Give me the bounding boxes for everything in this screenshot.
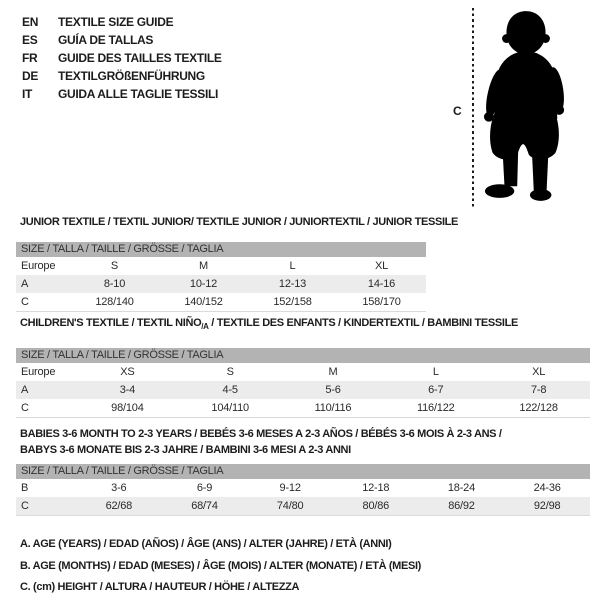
babies-title-line2: BABYS 3-6 MONATE BIS 2-3 JAHRE / BAMBINI 3-6 MESI A 2-3 ANNI	[20, 444, 351, 456]
table-cell: S	[226, 366, 234, 378]
size-header-band: SIZE / TALLA / TAILLE / GRÖSSE / TAGLIA	[16, 464, 590, 479]
table-row	[16, 381, 590, 399]
table-cell: M	[328, 366, 338, 378]
babies-title-line1: BABIES 3-6 MONTH TO 2-3 YEARS / BEBÉS 3-6 MESES A 2-3 AÑOS / BÉBÉS 3-6 MOIS À 2-3 ANS /	[20, 428, 502, 440]
table-cell: 62/68	[105, 500, 133, 512]
language-title: GUÍA DE TALLAS	[58, 33, 154, 47]
children-title-subscript: /A	[201, 322, 209, 331]
table-cell: 7-8	[530, 384, 547, 396]
row-label: A	[21, 278, 29, 290]
table-cell: 128/140	[95, 296, 134, 308]
legend-line-b: B. AGE (MONTHS) / EDAD (MESES) / ÂGE (MOIS) / ALTER (MONATE) / ETÀ (MESI)	[20, 559, 421, 572]
table-cell: L	[432, 366, 439, 378]
junior-table-title: JUNIOR TEXTILE / TEXTIL JUNIOR/ TEXTILE JUNIOR / JUNIORTEXTIL / JUNIOR TESSILE	[20, 216, 459, 228]
baby-hand-right	[554, 105, 564, 115]
table-row	[16, 399, 590, 417]
language-title-list	[22, 13, 222, 103]
row-label: A	[21, 384, 29, 396]
baby-ear-right	[541, 34, 550, 43]
table-cell: 122/128	[519, 402, 558, 414]
height-measure-dashed-line	[472, 8, 474, 207]
table-cell: 12-18	[362, 482, 390, 494]
row-label: Europe	[21, 366, 56, 378]
language-row-en	[22, 13, 222, 31]
table-cell: 6-9	[196, 482, 213, 494]
table-cell: 3-4	[119, 384, 136, 396]
language-title: GUIDA ALLE TAGLIE TESSILI	[58, 87, 219, 101]
legend-line-a: A. AGE (YEARS) / EDAD (AÑOS) / ÂGE (ANS) / ALTER (JAHRE) / ETÀ (ANNI)	[20, 538, 392, 550]
table-cell: 152/158	[273, 296, 312, 308]
table-cell: 9-12	[279, 482, 301, 494]
baby-torso	[495, 51, 558, 118]
table-cell: 104/110	[211, 402, 249, 414]
table-row	[16, 363, 590, 381]
measurement-legend	[20, 534, 421, 599]
language-row-es	[22, 31, 222, 49]
baby-foot-left	[485, 184, 514, 198]
size-header-band: SIZE / TALLA / TAILLE / GRÖSSE / TAGLIA	[16, 242, 426, 257]
babies-table-title	[20, 426, 502, 458]
junior-size-table	[16, 242, 426, 312]
table-cell: XL	[532, 366, 546, 378]
children-size-table	[16, 348, 590, 418]
table-cell: L	[289, 260, 296, 272]
table-row	[16, 257, 426, 275]
baby-silhouette-image	[482, 8, 570, 206]
table-cell: 14-16	[367, 278, 396, 290]
table-cell: S	[110, 260, 119, 272]
language-row-de	[22, 67, 222, 85]
baby-leg-left	[503, 150, 519, 186]
row-label: C	[21, 500, 29, 512]
row-label: Europe	[21, 260, 56, 272]
table-cell: 80/86	[362, 500, 390, 512]
baby-ear-left	[502, 34, 511, 43]
table-cell: 8-10	[103, 278, 126, 290]
table-cell: XL	[374, 260, 389, 272]
table-row	[16, 293, 426, 311]
table-cell: 10-12	[189, 278, 218, 290]
table-cell: 3-6	[111, 482, 127, 494]
babies-size-table	[16, 464, 590, 516]
table-cell: 116/122	[417, 402, 455, 414]
language-code: ES	[22, 33, 38, 47]
language-title: TEXTILE SIZE GUIDE	[58, 15, 174, 29]
baby-head	[506, 11, 545, 54]
table-cell: 4-5	[222, 384, 238, 396]
language-code: DE	[22, 69, 39, 83]
table-cell: 68/74	[191, 500, 218, 512]
table-cell: 6-7	[428, 384, 444, 396]
language-title: GUIDE DES TAILLES TEXTILE	[58, 51, 222, 65]
figure-measure-label: C	[453, 104, 462, 118]
table-cell: 5-6	[325, 384, 341, 396]
table-cell: 98/104	[111, 402, 144, 414]
row-label: C	[21, 402, 29, 414]
baby-shorts	[490, 109, 559, 160]
table-cell: M	[199, 260, 208, 272]
size-header-band: SIZE / TALLA / TAILLE / GRÖSSE / TAGLIA	[16, 348, 590, 363]
table-row	[16, 479, 590, 497]
table-cell: 110/116	[314, 402, 352, 414]
table-cell: 86/92	[448, 500, 475, 512]
row-label: C	[21, 296, 29, 308]
row-label: B	[21, 482, 29, 494]
table-cell: 18-24	[447, 482, 476, 494]
children-title-main: CHILDREN'S TEXTILE / TEXTIL NIÑO	[20, 317, 202, 329]
table-row	[16, 275, 426, 293]
table-cell: 92/98	[533, 500, 561, 512]
table-row	[16, 497, 590, 515]
baby-foot-right	[530, 189, 552, 201]
language-row-fr	[22, 49, 222, 67]
children-title-rest: / TEXTILE DES ENFANTS / KINDERTEXTIL / BAMBINI TESSILE	[208, 317, 518, 329]
table-cell: 140/152	[184, 296, 223, 308]
children-table-title	[20, 317, 518, 331]
table-cell: 158/170	[362, 296, 401, 308]
language-row-it	[22, 85, 222, 103]
language-title: TEXTILGRÖßENFÜHRUNG	[58, 69, 205, 83]
table-cell: 12-13	[278, 278, 307, 290]
table-cell: 74/80	[276, 500, 304, 512]
table-cell: 24-36	[533, 482, 561, 494]
legend-line-c: C. (cm) HEIGHT / ALTURA / HAUTEUR / HÖHE / ALTEZZA	[20, 581, 300, 593]
language-code: FR	[22, 51, 38, 65]
table-cell: XS	[120, 366, 135, 378]
baby-leg-right	[532, 150, 549, 192]
language-code: EN	[22, 15, 39, 29]
language-code: IT	[22, 87, 33, 101]
